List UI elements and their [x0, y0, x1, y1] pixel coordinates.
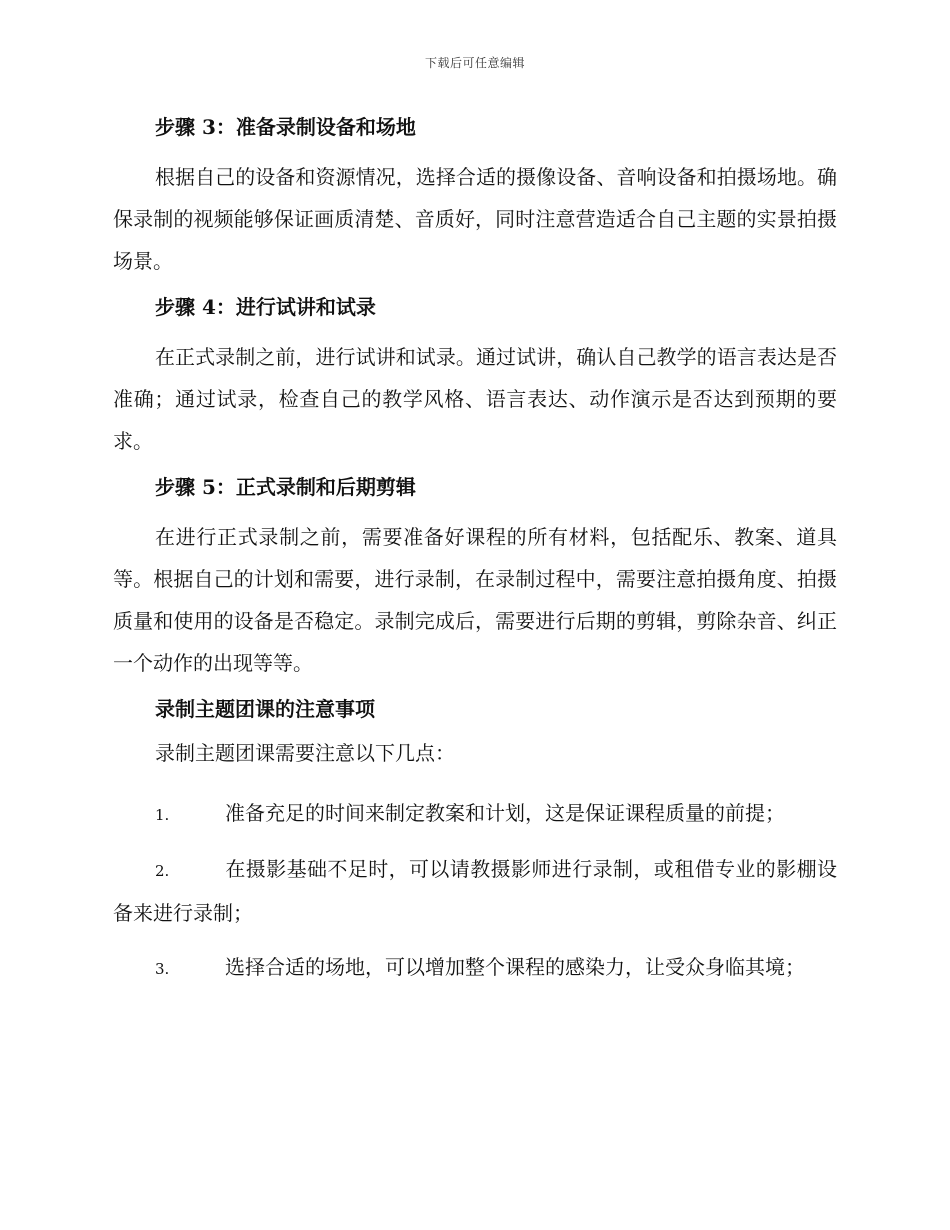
- list-item-text: 选择合适的场地，可以增加整个课程的感染力，让受众身临其境；: [225, 955, 805, 979]
- list-item-text: 在摄影基础不足时，可以请教摄影师进行录制，或租借专业的影棚设备来进行录制；: [113, 857, 837, 925]
- notes-heading: 录制主题团课的注意事项: [155, 697, 375, 721]
- notes-list-item: [113, 792, 837, 836]
- notes-list-item: [113, 848, 837, 934]
- list-item-text: 准备充足的时间来制定教案和计划，这是保证课程质量的前提；: [225, 801, 785, 825]
- list-number: 2.: [155, 862, 170, 880]
- page-header: 下载后可任意编辑: [424, 56, 525, 70]
- notes-list-item: [113, 946, 837, 990]
- notes-intro: 录制主题团课需要注意以下几点：: [155, 741, 455, 765]
- step-3-paragraph: 根据自己的设备和资源情况，选择合适的摄像设备、音响设备和拍摄场地。确保录制的视频能够保证画质清楚、音质好，同时注意营造适合自己主题的实景拍摄场景。: [113, 165, 837, 273]
- document-body: [113, 112, 837, 1002]
- step-5-heading: 步骤 5：正式录制和后期剪辑: [155, 475, 416, 499]
- step-4-paragraph: 在正式录制之前，进行试讲和试录。通过试讲，确认自己教学的语言表达是否准确；通过试录，检查自己的教学风格、语言表达、动作演示是否达到预期的要求。: [113, 345, 837, 453]
- step-3-heading: 步骤 3：准备录制设备和场地: [155, 115, 416, 139]
- step-5-paragraph: 在进行正式录制之前，需要准备好课程的所有材料，包括配乐、教案、道具等。根据自己的计划和需要，进行录制，在录制过程中，需要注意拍摄角度、拍摄质量和使用的设备是否稳定。录制完成后，需要进行后期的剪辑，剪除杂音、纠正一个动作的出现等等。: [113, 525, 837, 675]
- list-number: 3.: [155, 960, 170, 978]
- list-number: 1.: [155, 806, 170, 824]
- step-4-heading: 步骤 4：进行试讲和试录: [155, 295, 376, 319]
